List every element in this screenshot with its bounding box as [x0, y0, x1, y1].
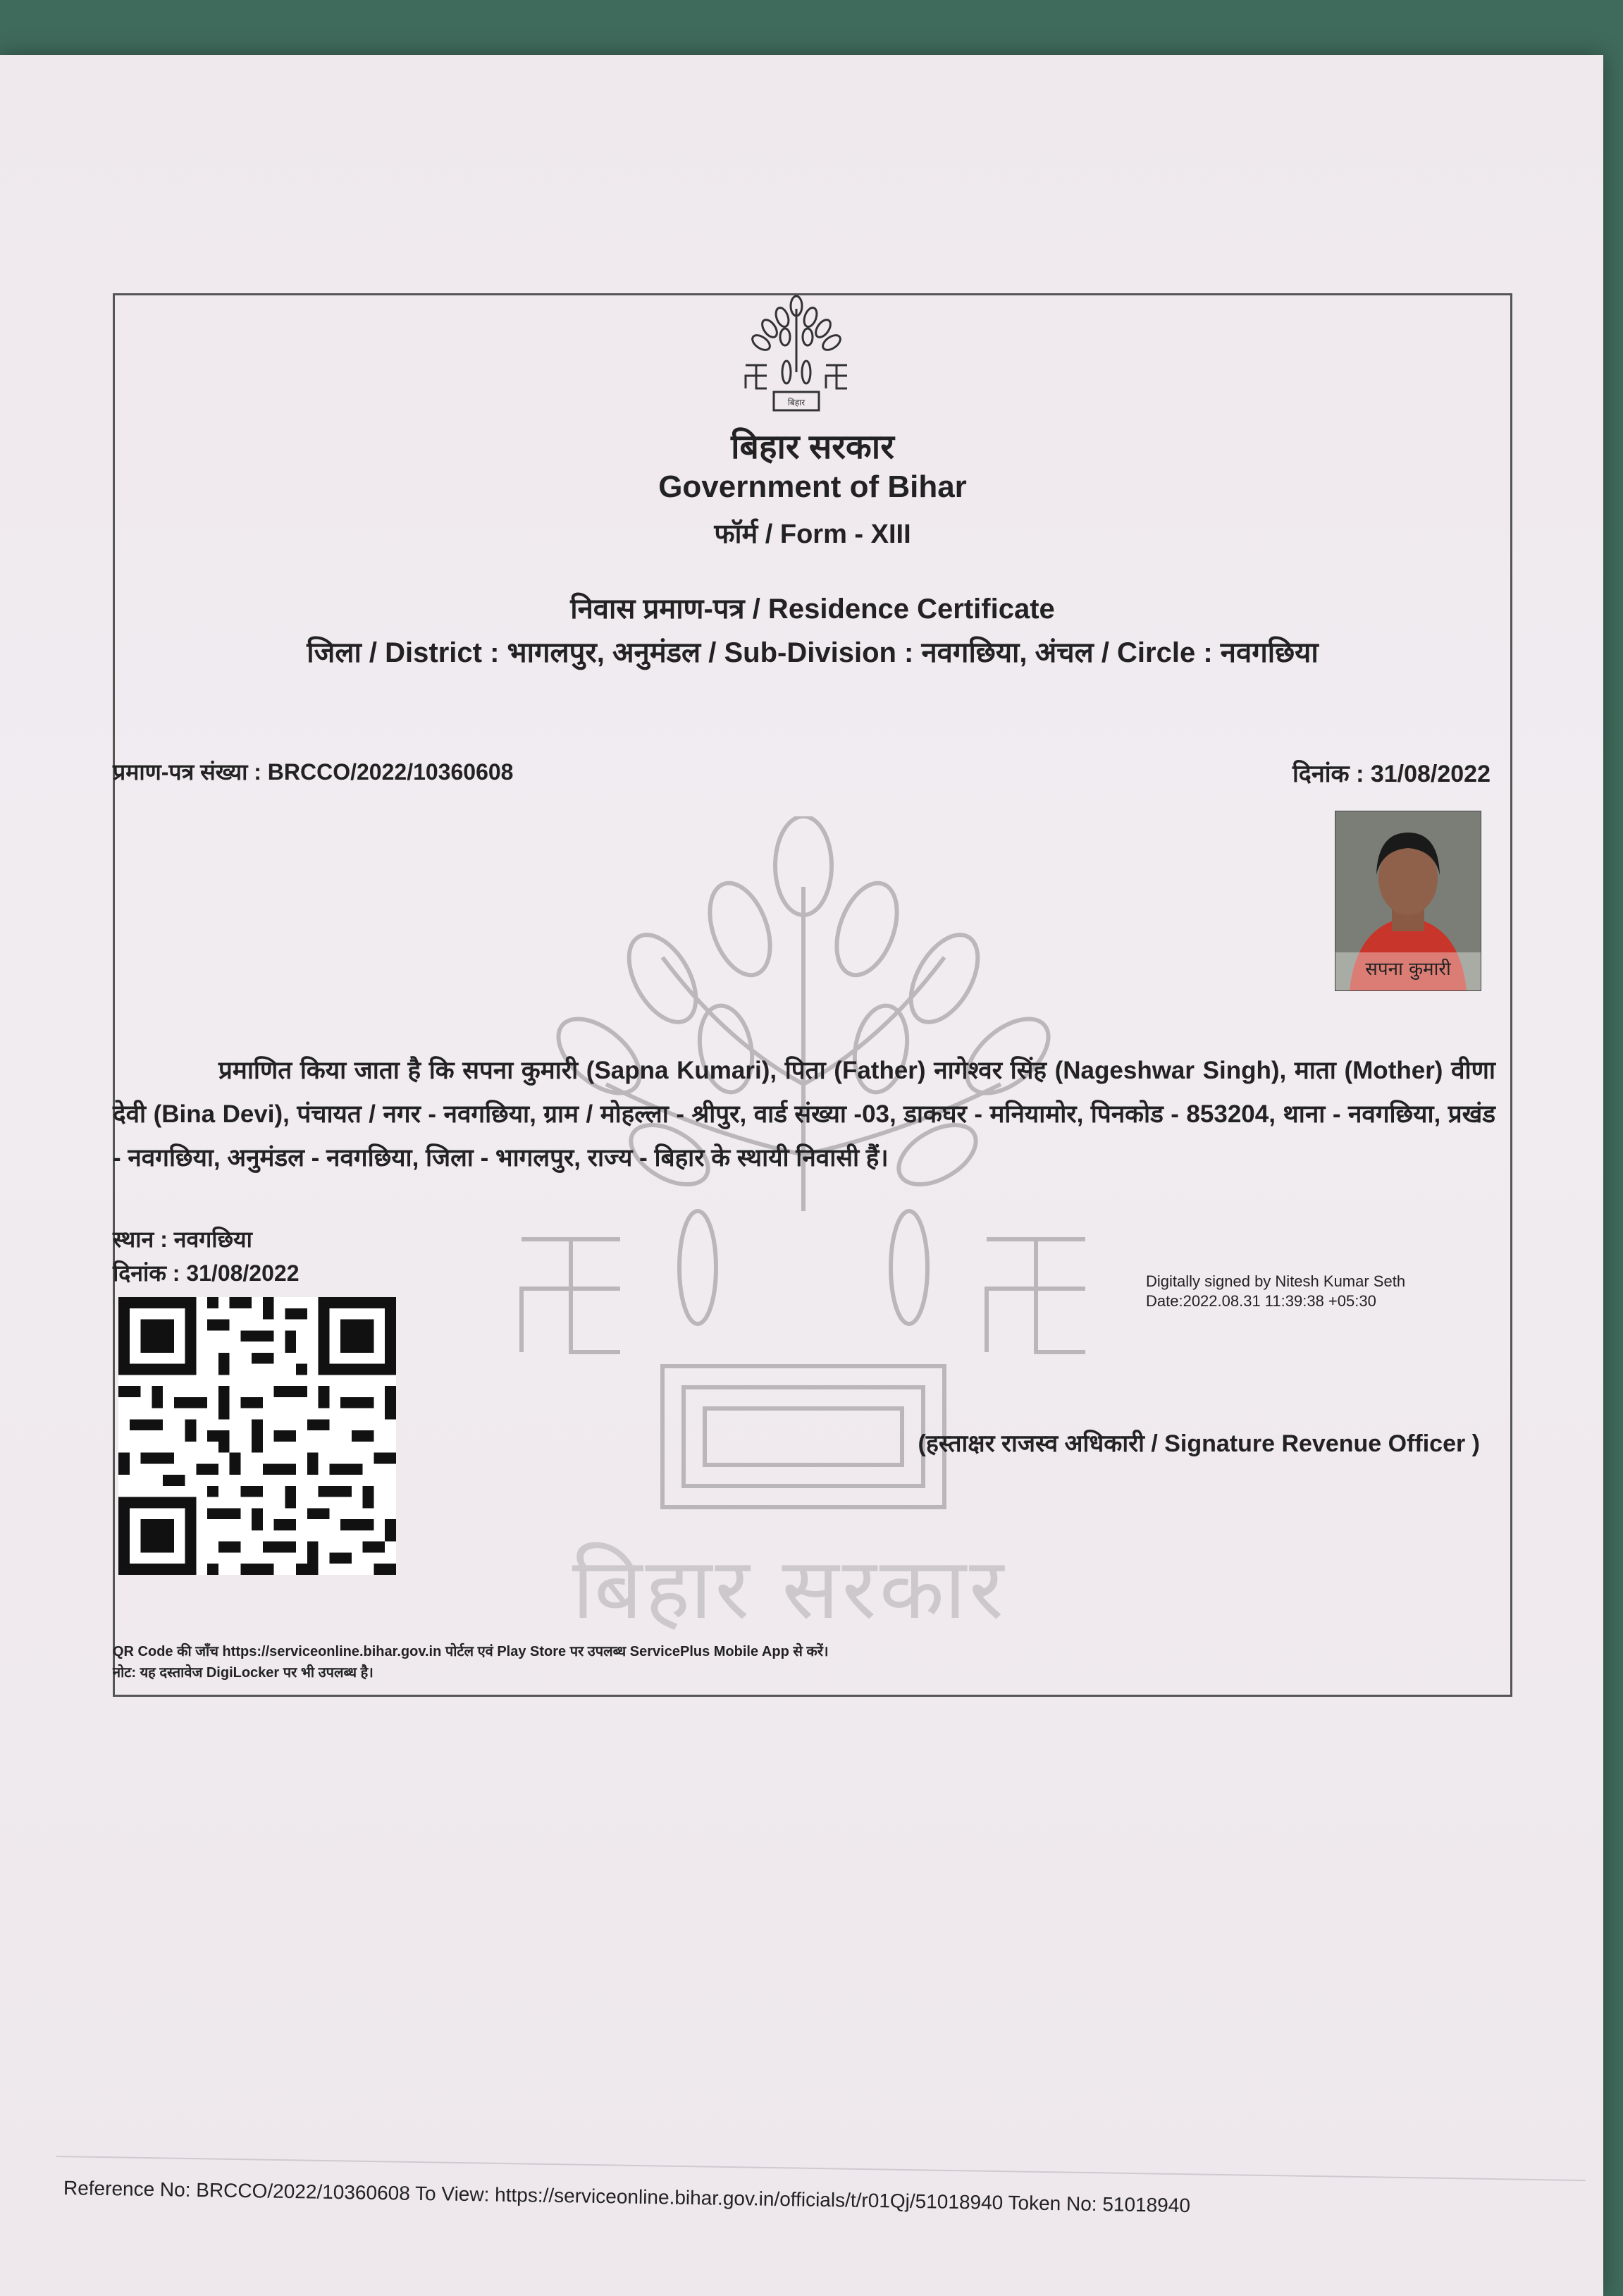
certificate-title: निवास प्रमाण-पत्र / Residence Certificate — [570, 594, 1055, 625]
signature-label: (हस्ताक्षर राजस्व अधिकारी / Signature Revenue Officer ) — [918, 1430, 1480, 1457]
govt-title-hindi: बिहार सरकार — [731, 429, 894, 466]
bihar-emblem-watermark — [493, 816, 1113, 1648]
digilocker-note: नोट: यह दस्तावेज DigiLocker पर भी उपलब्ध है। — [113, 1665, 374, 1681]
qr-verification-note: QR Code की जाँच https://serviceonline.bihar.gov.in पोर्टल एवं Play Store पर उपलब्ध ServicePlus Mobile App से करें। — [113, 1644, 829, 1659]
bihar-emblem-icon — [740, 295, 853, 418]
form-number: फॉर्म / Form - XIII — [714, 520, 911, 549]
qr-code[interactable] — [118, 1297, 396, 1575]
place-label: स्थान : नवगछिया — [113, 1227, 252, 1252]
govt-title-english: Government of Bihar — [658, 469, 967, 504]
issue-date: दिनांक : 31/08/2022 — [1292, 761, 1491, 787]
emblem-label: बिहार — [787, 398, 806, 407]
certificate-paper — [0, 55, 1603, 2296]
photo-signature: सपना कुमारी — [1365, 959, 1451, 980]
footer-divider — [56, 2156, 1586, 2181]
digital-signature-name: Digitally signed by Nitesh Kumar Seth — [1146, 1272, 1406, 1290]
location-line: जिला / District : भागलपुर, अनुमंडल / Sub-Division : नवगछिया, अंचल / Circle : नवगछिया — [307, 637, 1319, 668]
certificate-number: प्रमाण-पत्र संख्या : BRCCO/2022/10360608 — [113, 759, 514, 785]
reference-line: Reference No: BRCCO/2022/10360608 To View: https://serviceonline.bihar.gov.in/officials/t/r01Qj/51018940 Token No: 51018940 — [63, 2177, 1191, 2217]
watermark-text: बिहार सरकार — [572, 1540, 1007, 1638]
date-label: दिनांक : 31/08/2022 — [113, 1260, 300, 1286]
digital-signature-date: Date:2022.08.31 11:39:38 +05:30 — [1146, 1292, 1376, 1310]
applicant-photo — [1335, 811, 1481, 991]
digital-signature — [1146, 1272, 1405, 1311]
certificate-body: प्रमाणित किया जाता है कि सपना कुमारी (Sapna Kumari), पिता (Father) नागेश्वर सिंह (Nageshwar Singh), माता (Mother) वीणा देवी (Bina Devi), पंचायत / नगर - नवगछिया, ग्राम / मोहल्ला - श्रीपुर, वार्ड संख्या -03, डाकघर - मनियामोर, पिनकोड - 853204, थाना - नवगछिया, प्रखंड - नवगछिया, अनुमंडल - नवगछिया, जिला - भागलपुर, राज्य - बिहार के स्थायी निवासी हैं। — [113, 1057, 1495, 1172]
